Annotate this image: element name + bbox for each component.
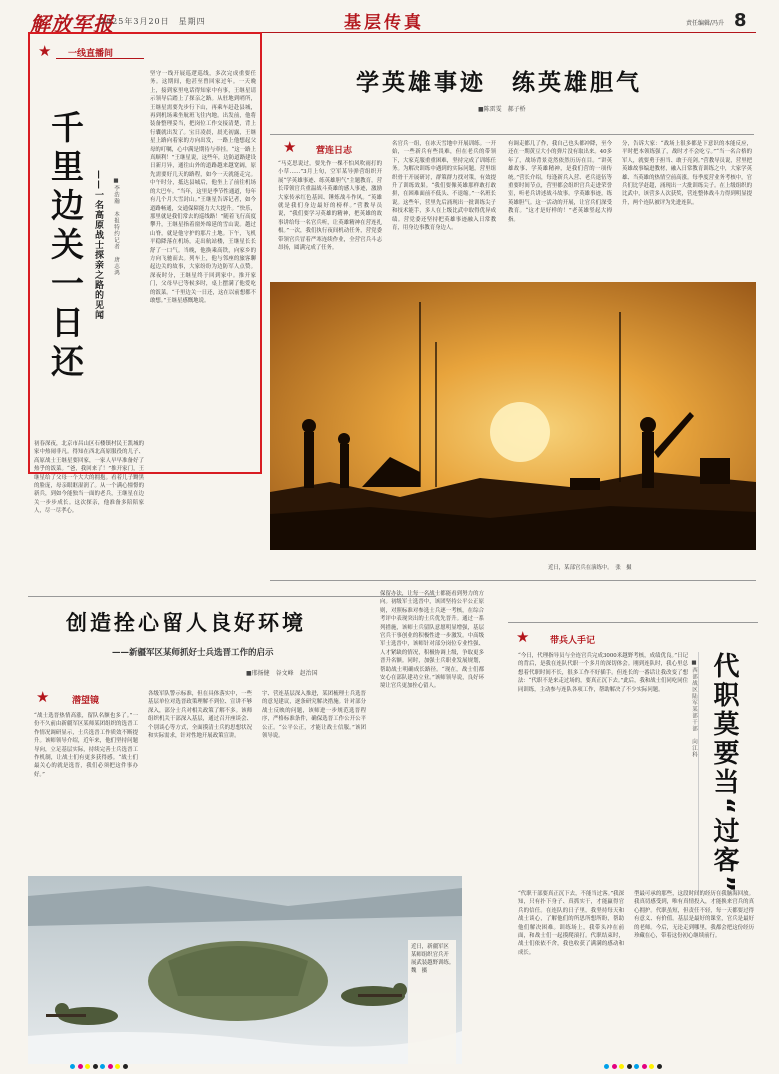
page-number: 8 — [734, 10, 747, 31]
star-icon: ★ — [38, 42, 52, 60]
star-icon: ★ — [283, 138, 297, 156]
study-body-col3: 有调走都几了作，我自己也头都冲降，至今还在一期黄豆大小的弹片没有取出来。40多年了，战场背景竟然依然历历在目。“讲英雄故事、学英雄精神，是我们营的一项传统。”营长介绍，每逢新兵入营、老兵退伍等重要时间节点，营里都会组织官兵走进荣誉室，听老兵讲述战斗故事。学英雄事迹，练英雄胆气。这一活动的开展，让官兵们深受教育。“这才是好样的！”老英雄竖起大拇指。 — [508, 141, 612, 223]
column-tag-leader-notes: 带兵人手记 — [550, 636, 596, 646]
study-rule — [270, 134, 754, 135]
create-subheadline: ——新疆军区某师抓好士兵选晋工作的启示 — [112, 648, 274, 658]
snow-training-photo — [28, 876, 462, 1064]
issue-date: 2025年3月20日 星期四 — [100, 17, 206, 26]
lead-title-vertical: 代职莫要当“过客” — [709, 652, 739, 896]
study-body-col1: “马克思说过，要先作一棵不怕风吹雨打的小草……”3月上旬，空军某导弹营组织开展“学英雄事迹、练英雄胆气”主题教育，营长带领官兵重温战斗英雄的感人事迹，激励大家传承红色基因、锤炼战斗作风。“英雄就是我们身边最好的榜样。”营教导员说，“我们要学习英雄的精神，把英雄的故事讲给每一名官兵听，让英雄精神在营连扎根。”一次，我们执行夜间机动任务，营党委带领官兵冒着严寒连续作业，全营官兵斗志昂扬，圆满完成了任务。 — [278, 161, 382, 252]
color-bar-right — [604, 1064, 662, 1069]
sunset-training-photo — [270, 282, 756, 550]
column-tag-periscope: 潜望镜 — [72, 696, 100, 706]
lead-body-col1: “今日，代理指导员与全连官兵完成3000米越野考核，成绩优良。”日记的背后，是我在连队代职一个多月的深切体会。刚到连队时，我心里总想着代职时间不长，很多工作不好插手。但连长的一番话让我改变了想法：“代职不是来走过场的，要真正沉下去。”此后，我和战士们同吃同住同训练，主动参与连队各项工作，帮助解决了不少实际问题。 — [518, 653, 688, 693]
lead-body-col3: 型最可承的那些，这段时间的经历在我脑海回放。我真切感受到，唯有真情投入，才能换来官兵的真心拥护。代职虽短，但责任不轻，每一天都要过得有意义、有价值。基层是最好的课堂，官兵是最好的老师。今后，无论走到哪里，我都会把这份经历珍藏在心，带着这份初心继续前行。 — [634, 891, 754, 940]
column-tag-rule — [56, 58, 144, 59]
create-body-col3: 宇、营连基层深入推进，某团梳理士兵选晋的意见建议，逐条研究解决措施。针对部分战士反映的问题，该师进一步规范选晋程序，严格标准条件，确保选晋工作公开公平公正。“公平公正，才能让战士信服。”该团领导说。 — [262, 691, 366, 740]
create-body-col1: “战士选晋热情高涨，留队名额也多了。”一份不久前由新疆军区某师某团组织的选晋工作情况调研显示，士兵选晋工作质效不断提升。该师领导介绍，近年来，他们坚持问题导向，立足基层实际，持续完善士兵选晋工作机制，让战士们有更多获得感。“战士们最关心的就是选晋，我们必须把这件事办好。” — [34, 713, 138, 778]
create-photo-caption: 近日，新疆军区某师组织官兵开展武装越野训练。 魏 摄 — [408, 940, 456, 1064]
study-body-col2: 名官兵一组，在冰天雪地中开展训练。一开始，一些新兵有些畏难，但在老兵的带领下，大家克服重重困难，坚持完成了训练任务。为解决训练中遇到的实际问题，营里组织骨干开展研讨，群策群力找对策，有效提升了训练效果。“我们要像英雄那样敢打敢拼，在困难面前不低头、不退缩。”一名班长说。这些年，营里先后涌现出一批训练尖子和技术能手，多人在上级比武中取得优异成绩。营党委还坚持把英雄事迹融入日常教育，用身边事教育身边人。 — [392, 141, 496, 232]
create-top-rule — [28, 596, 436, 597]
lead-body-col2: “代职干部要真正沉下去，不能当过客。”我深知，只有扑下身子、真抓实干，才能赢得官兵的信任。在连队的日子里，我坚持每天和战士谈心，了解他们的所思所想所盼，帮助他们解决困难。训练场上，我带头冲在前面，和战士们一起摸爬滚打。代职结束时，战士们依依不舍，我也收获了满满的感动和成长。 — [518, 891, 624, 956]
lead-top-rule — [508, 622, 758, 623]
create-headline: 创造拴心留人良好环境 — [66, 611, 306, 635]
newspaper-logo: 解放军报 — [30, 12, 114, 36]
mid-rule — [270, 580, 756, 581]
section-title: 基层传真 — [344, 13, 424, 33]
frontier-body-col3: 初春深夜，北京市昌山区石楼镇村民王凯城的家中热闹非凡。得知在西北高原服役的儿子、高原战士王继星要回家，一家人早早准备好了热乎的饭菜。“爸，我回来了！”推开家门，王继星给了父母一个大大的拥抱。看着儿子黝黑的脸庞，母亲眼眶湿润了。从一个满心憧憬的新兵，到如今能独当一面的老兵，王继星在边关一步步成长。这次探亲，他准备多陪陪家人，尽一尽孝心。 — [34, 441, 144, 515]
study-byline: ■陈雷雯 郝子桥 — [478, 106, 526, 113]
study-body-col4: 分，告诉大家：“战场上很多都是下意识的本能反应，平时把本领练强了，战时才不会吃亏。”“当一名合格的军人，就要勇于担当、敢于亮剑。”营教导员说，营里把英雄故事编进教材，融入日常教育训练之中，大家学英雄、当英雄的热情空前高涨。每季度营业务考核中，官兵们比学赶超，涌现出一大批训练尖子。在上级组织的比武中，该营多人次获奖，营连整体战斗力得到明显提升，两个连队被评为先进连队。 — [622, 141, 752, 206]
editor-credit: 责任编辑/冯升 — [686, 20, 725, 27]
study-photo-caption: 近日，某部官兵在演练中。 张 摄 — [548, 565, 632, 571]
color-bar-left — [70, 1064, 128, 1069]
column-tag-frontline: 一线直播间 — [68, 49, 114, 59]
lead-byline-vertical: ■西部战区陆军某部干部 向江科 — [691, 660, 697, 758]
frontier-body-col1: 坚守一线开展巡逻巡线，多次完成重要任务。这期间，他甚至曾回家过年。一天晚上，接到家里电话得知家中有事，王继星请示领导后踏上了探亲之路。从驻地到哨所，王继星需要先步行下山，再乘车赶赴县城，再到机场乘坐航班飞往内地。出发前，他将装备整理妥当，把岗位工作交接清楚，背上行囊就出发了。宝日凌晨，晨光初露，王继星上路向着家的方向出发，一路上他想起父母的叮嘱，心中满是期待与牵挂。“这一路上真顺利！”王继星说，这些年，边防道路建设日新月异，通往山外的道路越来越宽阔，原先需要好几天的路程，如今一天就能走完。中午时分，抵达县城后，他坐上了前往机场的大巴车。“当年，这里是季节性通道，每年有几个月大雪封山。”王继星告诉记者，如今道路畅通，交通保障能力大大提升。“快乐，那里就是我们常去的巡线路！”随着飞行高度攀升，王继星指着窗外绵延的雪山说。越过山脊，就是他守护的那片土地。下午，飞机平稳降落在机场，走出航站楼，王继星长长舒了一口气。当晚，他换乘高铁，向家乡的方向飞驰而去。列车上，他与邻座的旅客聊起边关的故事，大家纷纷为边防军人点赞。深夜时分，王继星终于回到家中。推开家门，父母早已等候多时，桌上摆满了他爱吃的饭菜。“千里边关一日还，这在以前想都不敢想。”王继星感慨地说。 — [150, 71, 256, 304]
study-headline: 学英雄事迹 练英雄胆气 — [356, 70, 642, 96]
column-tag-camp-diary: 营连日志 — [316, 146, 353, 156]
lead-title-divider — [698, 652, 699, 892]
article-subtitle-vertical: ——一名高原战士探亲之路的见闻 — [93, 170, 103, 320]
article-byline-vertical: ■李浩瀚 本报特约记者 唐志鸿 — [113, 178, 119, 276]
star-icon: ★ — [36, 688, 50, 706]
create-body-col4: 保留办法，让每一名战士都能看到努力的方向。初级军士选晋中，该团坚持公平公正原则，对照标准对参选士兵逐一考核，在综合考评中表现突出的士兵优先晋升。通过一系列措施，该师士兵留队意愿明显增强，基层官兵干事创业的积极性进一步激发。中高级军士选晋中，该师针对部分岗位专业性强、人才紧缺的情况，积极协调上级，争取更多晋升名额。同时，加强士兵职业发展规划，帮助战士明确成长路径。“现在，战士们都安心在部队建功立业。”该师领导说，良好环境让官兵更加拴心留人。 — [380, 591, 484, 690]
article-title-vertical: 千里边关一日还 — [46, 110, 85, 383]
create-body-col2: 各级军队警示标准，但在具体落实中，一些基层单位对选晋政策理解不到位、宣讲不够深入，部分士兵对相关政策了解不多。该师组织机关干部深入基层，通过召开座谈会、个别谈心等方式，全面摸清士兵的思想状况和实际需求，针对性地开展政策宣讲。 — [148, 691, 252, 740]
create-byline: ■邢扬健 谷文峰 赵治国 — [246, 670, 318, 677]
star-icon: ★ — [516, 628, 530, 646]
